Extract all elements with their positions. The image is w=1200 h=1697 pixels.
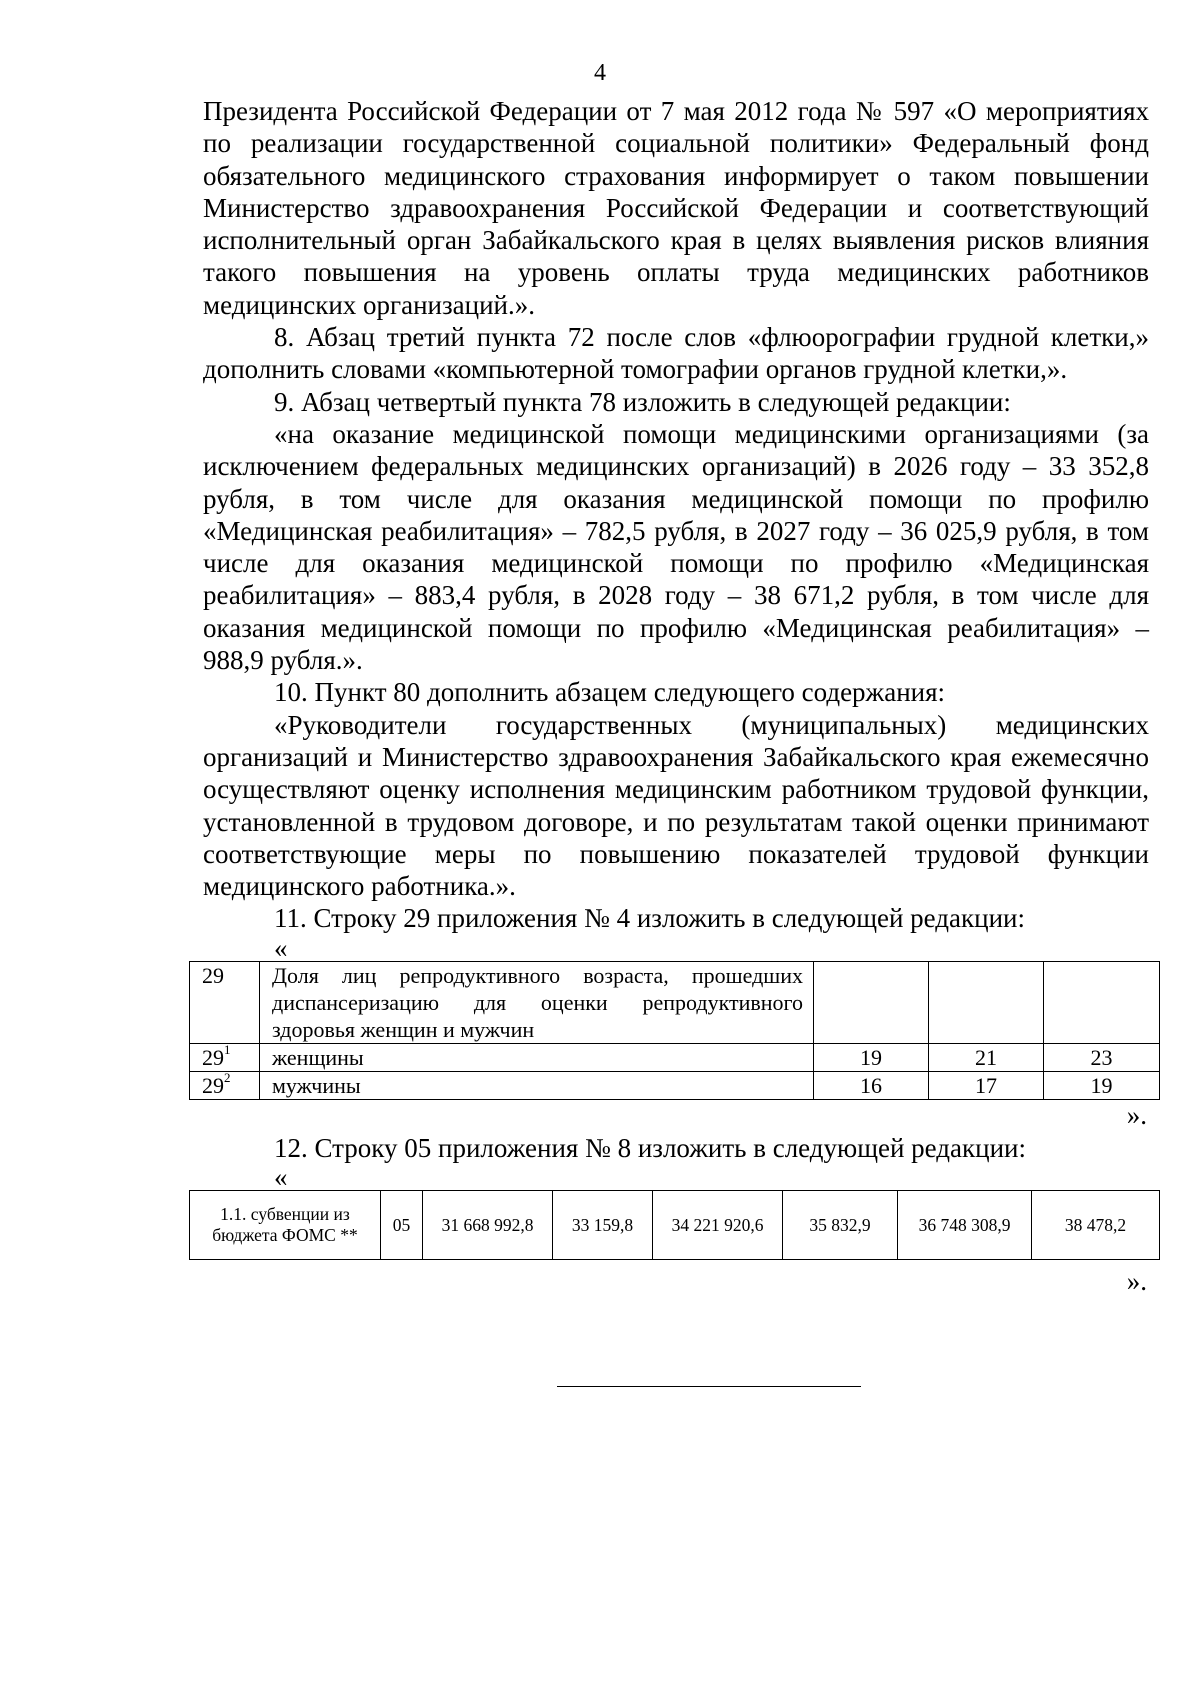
indicator-description: мужчины: [260, 1071, 814, 1099]
row-label: [190, 1191, 381, 1260]
row-number-base: 29: [202, 1044, 224, 1070]
value-cell: 21: [929, 1043, 1044, 1071]
value-cell: 36 748 308,9: [898, 1191, 1032, 1260]
quote-open-mark: «: [274, 932, 288, 963]
paragraph-item-9: 9. Абзац четвертый пункта 78 изложить в следующей редакции:: [274, 386, 1011, 417]
value-cell: 17: [929, 1071, 1044, 1099]
paragraph-item-9-text: «на оказание медицинской помощи медицинскими организациями (за исключением федеральных медицинских организаций) в 2026 году – 33 352,8 рубля, в том числе для оказания медицинской помощи по профилю «Медицинская реабилитация» – 782,5 рубля, в 2027 году – 36 025,9 рубля, в том числе для оказания медицинской помощи по профилю «Медицинская реабилитация» – 883,4 рубля, в 2028 году – 38 671,2 рубля, в том числе для оказания медицинской помощи по профилю «Медицинская реабилитация» – 988,9 рубля.».: [203, 418, 1149, 676]
value-cell: 16: [814, 1071, 929, 1099]
value-cell: 31 668 992,8: [423, 1191, 553, 1260]
quote-open-mark: «: [274, 1162, 288, 1193]
table-row: [190, 1071, 1160, 1099]
table-row: [190, 1043, 1160, 1071]
table-appendix-8-row-05: [189, 1190, 1160, 1260]
paragraph-item-8: 8. Абзац третий пункта 72 после слов «флюорографии грудной клетки,» дополнить словами «компьютерной томографии органов грудной клетки,».: [203, 322, 1149, 385]
value-cell: 23: [1044, 1043, 1160, 1071]
page-number: 4: [594, 60, 606, 86]
paragraph-item-11: 11. Строку 29 приложения № 4 изложить в следующей редакции:: [274, 903, 1025, 934]
table-row: [190, 961, 1160, 1043]
value-cell: 19: [1044, 1071, 1160, 1099]
row-number-superscript: 1: [224, 1042, 231, 1058]
quote-close-mark: ».: [1126, 1099, 1147, 1130]
row-label-line-1: 1.1. субвенции из: [220, 1204, 350, 1225]
row-number: [190, 1043, 260, 1071]
table-row: [190, 1191, 1160, 1260]
row-label-line-2: бюджета ФОМС **: [212, 1225, 358, 1246]
table-appendix-4-row-29: [189, 961, 1160, 1100]
value-cell: [1044, 961, 1160, 1043]
row-code: 05: [381, 1191, 423, 1260]
value-cell: 35 832,9: [783, 1191, 898, 1260]
row-number-base: 29: [202, 1072, 224, 1098]
value-cell: 33 159,8: [553, 1191, 653, 1260]
indicator-description: Доля лиц репродуктивного возраста, прошедших диспансеризацию для оценки репродуктивного здоровья женщин и мужчин: [260, 961, 814, 1043]
indicator-description: женщины: [260, 1043, 814, 1071]
quote-close-mark: ».: [1126, 1266, 1147, 1297]
document-body: [203, 95, 1149, 1296]
value-cell: 19: [814, 1043, 929, 1071]
paragraph-continuation: Президента Российской Федерации от 7 мая 2012 года № 597 «О мероприятиях по реализации государственной социальной политики» Федеральный фонд обязательного медицинского страхования информирует о таком повышении Министерство здравоохранения Российской Федерации и соответствующий исполнительный орган Забайкальского края в целях выявления рисков влияния такого повышения на уровень оплаты труда медицинских работников медицинских организаций.».: [203, 96, 1149, 320]
value-cell: [814, 961, 929, 1043]
row-number: 29: [190, 961, 260, 1043]
paragraph-item-10: 10. Пункт 80 дополнить абзацем следующего содержания:: [274, 677, 946, 708]
value-cell: 34 221 920,6: [653, 1191, 783, 1260]
value-cell: 38 478,2: [1032, 1191, 1160, 1260]
row-number-superscript: 2: [224, 1070, 231, 1086]
value-cell: [929, 961, 1044, 1043]
end-separator-line: [557, 1386, 861, 1387]
paragraph-item-10-text: «Руководители государственных (муниципальных) медицинских организаций и Министерство здравоохранения Забайкальского края ежемесячно осуществляют оценку исполнения медицинским работником трудовой функции, установленной в трудовом договоре, и по результатам такой оценки принимают соответствующие меры по повышению показателей трудовой функции медицинского работника.».: [203, 709, 1149, 902]
paragraph-item-12: 12. Строку 05 приложения № 8 изложить в следующей редакции:: [274, 1132, 1026, 1163]
row-number: [190, 1071, 260, 1099]
